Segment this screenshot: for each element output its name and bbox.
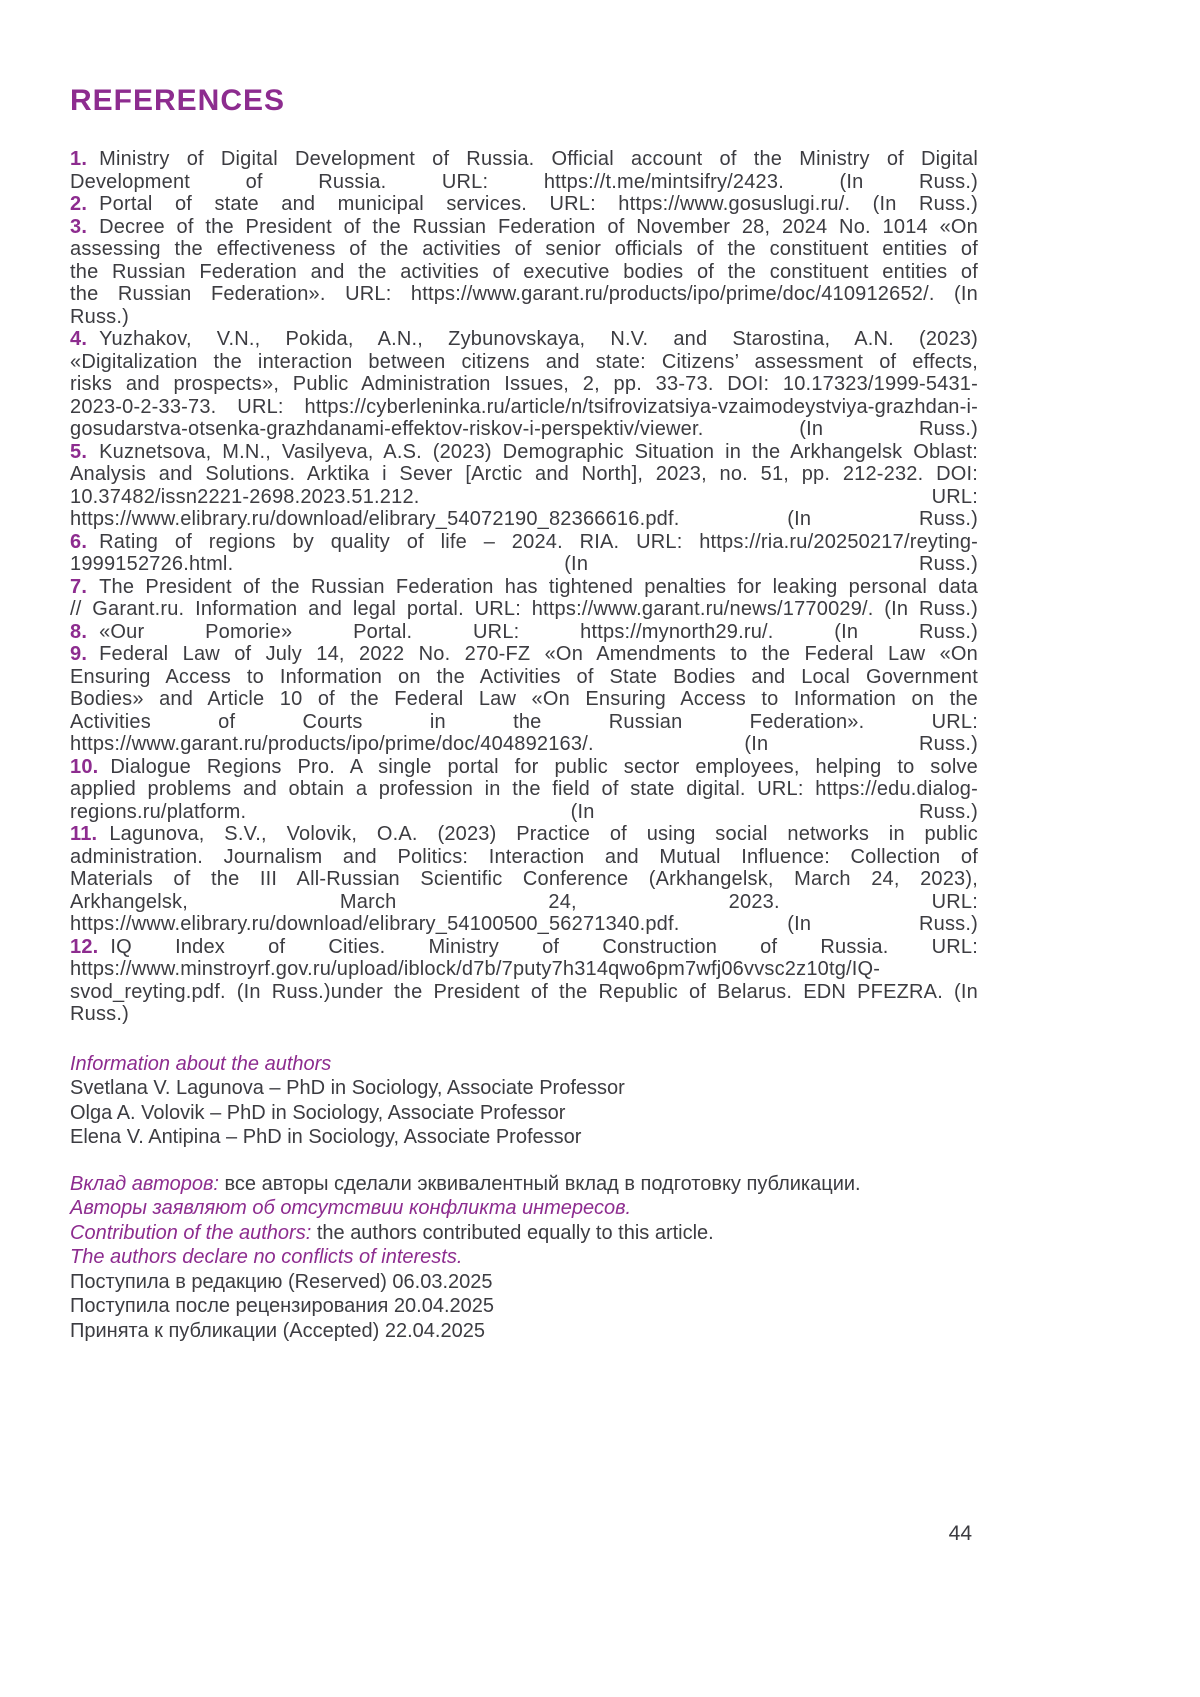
reference-number: 3.	[70, 215, 88, 238]
reference-item	[70, 936, 978, 1026]
authors-info-section	[70, 1052, 978, 1150]
reference-text: Dialogue Regions Pro. A single portal for public sector employees, helping to solve applied problems and obtain a profession in the field of state digital. URL: https://edu.dialog-regions.ru/platform. (In Russ.)	[70, 755, 978, 823]
reference-number: 10.	[70, 755, 99, 778]
page-number: 44	[948, 1522, 972, 1545]
reference-text: «Our Pomorie» Portal. URL: https://mynorth29.ru/. (In Russ.)	[99, 620, 978, 643]
reference-text: IQ Index of Cities. Ministry of Construction of Russia. URL: https://www.minstroyrf.gov.ru/upload/iblock/d7b/7puty7h314qwo6pm7wfj06vvsc2z10tg/IQ-svod_reyting.pdf. (In Russ.)under the President of the Republic of Belarus. EDN PFEZRA. (In Russ.)	[70, 935, 978, 1025]
reference-item	[70, 823, 978, 936]
reference-number: 4.	[70, 328, 88, 350]
reference-text: Kuznetsova, M.N., Vasilyeva, A.S. (2023) Demographic Situation in the Arkhangelsk Oblast: Analysis and Solutions. Arktika i Sever [Arctic and North], 2023, no. 51, pp. 212-232. DOI: 10.37482/issn2221-2698.2023.51.212. URL: https://www.elibrary.ru/download/elibrary_54072190_82366616.pdf. (In Russ.)	[70, 440, 978, 530]
reference-number: 11.	[70, 823, 98, 845]
author-line: Olga A. Volovik – PhD in Sociology, Associate Professor	[70, 1101, 566, 1124]
reference-item	[70, 621, 978, 644]
ru-contribution-text: все авторы сделали эквивалентный вклад в подготовку публикации.	[224, 1172, 861, 1195]
accepted-date-line: Принята к публикации (Accepted) 22.04.2025	[70, 1319, 485, 1342]
reference-text: Lagunova, S.V., Volovik, O.A. (2023) Practice of using social networks in public administration. Journalism and Politics: Interaction and Mutual Influence: Collection of Materials of the III All-Russian Scientific Conference (Arkhangelsk, March 24, 2023), Arkhangelsk, March 24, 2023. URL: https://www.elibrary.ru/download/elibrary_54100500_56271340.pdf. (In Russ.)	[70, 823, 978, 935]
ru-contribution-line	[70, 1172, 978, 1197]
reference-text: Yuzhakov, V.N., Pokida, A.N., Zybunovskaya, N.V. and Starostina, A.N. (2023) «Digitalization the interaction between citizens and state: Citizens’ assessment of effects, risks and prospects», Public Administration Issues, 2, pp. 33-73. DOI: 10.17323/1999-5431-2023-0-2-33-73. URL: https://cyberleninka.ru/article/n/tsifrovizatsiya-vzaimodeystviya-grazhdan-i-gosudarstva-otsenka-grazhdanami-effektov-riskov-i-perspektiv/viewer. (In Russ.)	[70, 328, 978, 440]
reference-item	[70, 531, 978, 576]
reference-item	[70, 576, 978, 621]
ru-conflict-statement: Авторы заявляют об отсутствии конфликта интересов.	[70, 1197, 632, 1219]
ru-contribution-label: Вклад авторов:	[70, 1172, 219, 1195]
references-heading: REFERENCES	[70, 84, 286, 117]
page-content	[70, 84, 978, 1343]
en-contribution-line	[70, 1221, 978, 1246]
received-date-line: Поступила в редакцию (Reserved) 06.03.2025	[70, 1270, 493, 1293]
reference-text: Rating of regions by quality of life – 2024. RIA. URL: https://ria.ru/20250217/reyting-1999152726.html. (In Russ.)	[70, 530, 978, 575]
reference-text: Portal of state and municipal services. URL: https://www.gosuslugi.ru/. (In Russ.)	[99, 193, 978, 215]
reference-item	[70, 328, 978, 441]
reference-item	[70, 148, 978, 193]
reference-number: 8.	[70, 620, 88, 643]
reference-text: Decree of the President of the Russian Federation of November 28, 2024 No. 1014 «On assessing the effectiveness of the activities of senior officials of the constituent entities of the Russian Federation and the activities of executive bodies of the constituent entities of the Russian Federation». URL: https://www.garant.ru/products/ipo/prime/doc/410912652/. (In Russ.)	[70, 215, 978, 328]
en-contribution-text: the authors contributed equally to this article.	[316, 1221, 714, 1244]
reference-text: Ministry of Digital Development of Russia. Official account of the Ministry of Digital Development of Russia. URL: https://t.me/mintsifry/2423. (In Russ.)	[70, 148, 978, 193]
reference-item	[70, 441, 978, 531]
reference-number: 12.	[70, 935, 99, 958]
reference-item	[70, 756, 978, 824]
en-conflict-statement: The authors declare no conflicts of interests.	[70, 1246, 463, 1268]
author-line: Elena V. Antipina – PhD in Sociology, Associate Professor	[70, 1126, 582, 1148]
reference-text: The President of the Russian Federation has tightened penalties for leaking personal data // Garant.ru. Information and legal portal. URL: https://www.garant.ru/news/1770029/. (In Russ.)	[70, 575, 978, 620]
reference-number: 1.	[70, 148, 88, 170]
revised-date-line: Поступила после рецензирования 20.04.2025	[70, 1295, 494, 1317]
author-line: Svetlana V. Lagunova – PhD in Sociology, Associate Professor	[70, 1077, 625, 1099]
reference-number: 2.	[70, 193, 88, 215]
reference-item	[70, 643, 978, 756]
references-list	[70, 148, 978, 1026]
reference-number: 6.	[70, 530, 88, 553]
reference-number: 7.	[70, 575, 88, 598]
reference-text: Federal Law of July 14, 2022 No. 270-FZ «On Amendments to the Federal Law «On Ensuring Access to Information on the Activities of State Bodies and Local Government Bodies» and Article 10 of the Federal Law «On Ensuring Access to Information on the Activities of Courts in the Russian Federation». URL: https://www.garant.ru/products/ipo/prime/doc/404892163/. (In Russ.)	[70, 643, 978, 755]
reference-item	[70, 216, 978, 329]
reference-number: 9.	[70, 643, 88, 665]
contribution-section	[70, 1172, 978, 1344]
authors-info-heading: Information about the authors	[70, 1052, 332, 1075]
en-contribution-label: Contribution of the authors:	[70, 1221, 312, 1244]
reference-number: 5.	[70, 440, 88, 463]
reference-item	[70, 193, 978, 216]
